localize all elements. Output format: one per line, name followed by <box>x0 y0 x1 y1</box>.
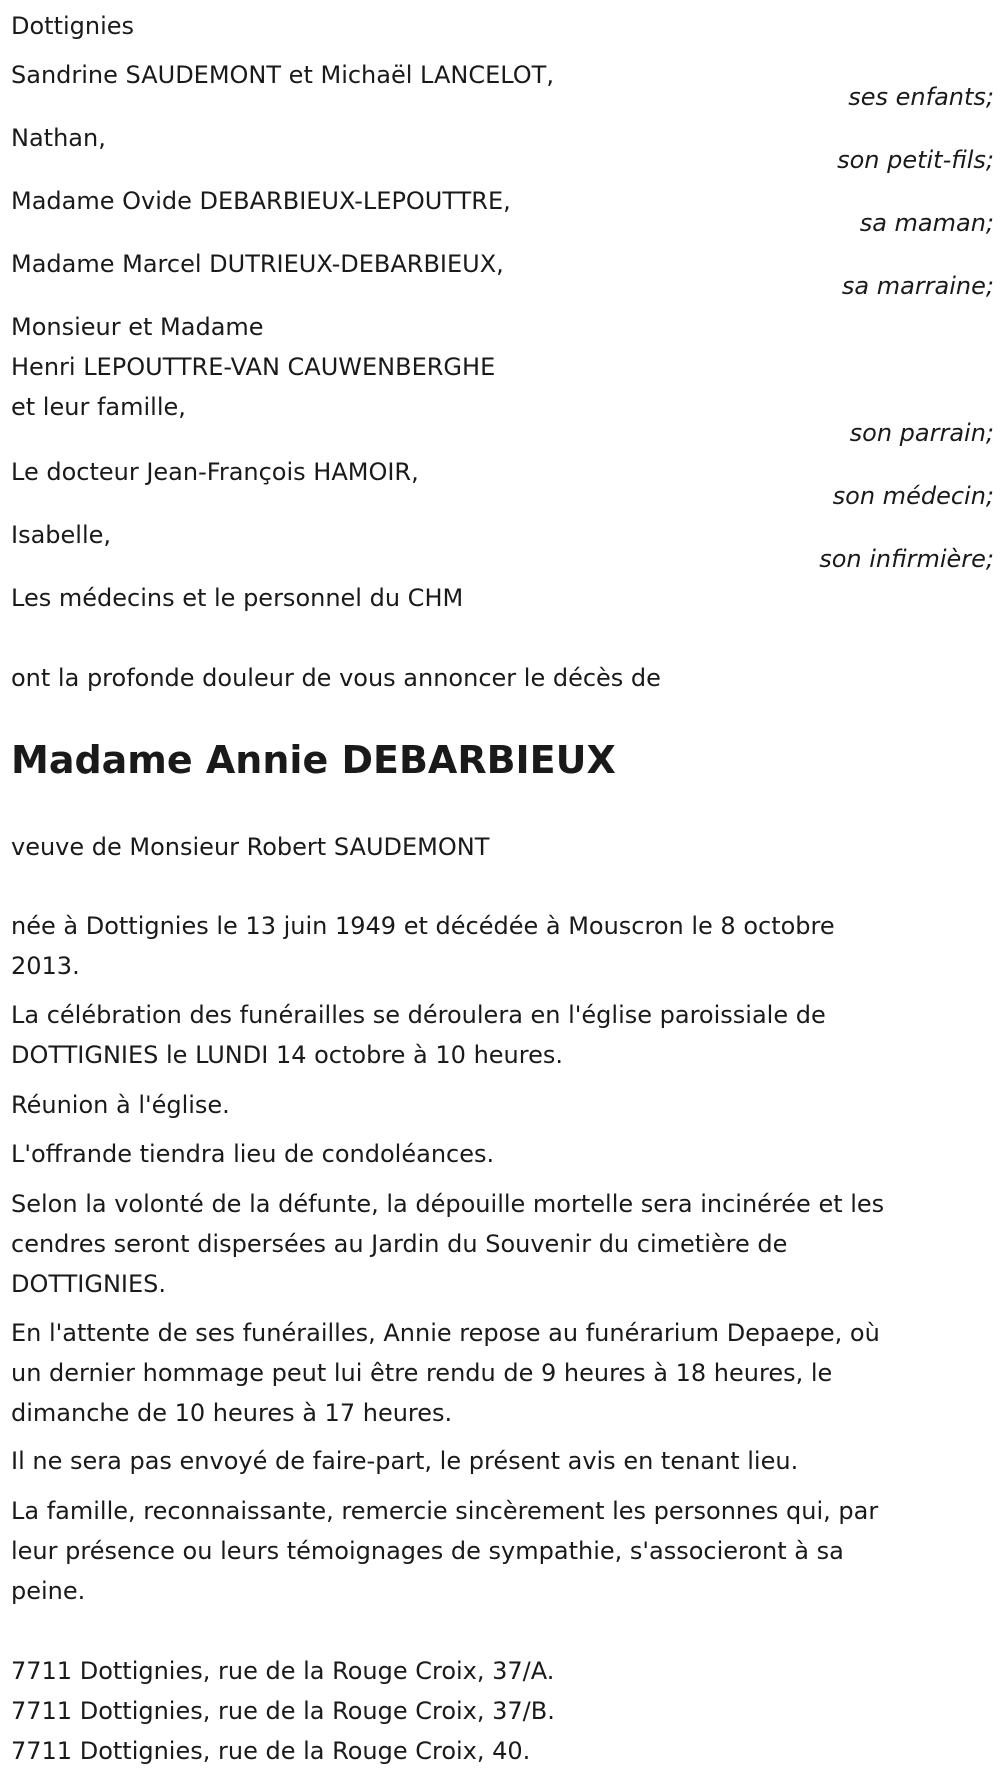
announcement-text: ont la profonde douleur de vous annoncer le décès de <box>11 664 661 692</box>
family-member-name-line: Monsieur et Madame <box>11 313 264 341</box>
address-line: 7711 Dottignies, rue de la Rouge Croix, 37/A. <box>11 1657 555 1685</box>
cremation-paragraph: Selon la volonté de la défunte, la dépouille mortelle sera incinérée et les cendres seront dispersées au Jardin du Souvenir du cimetière de DOTTIGNIES. <box>11 1190 885 1298</box>
family-member-name: Nathan, <box>11 124 106 152</box>
family-member-role: son parrain; <box>849 419 994 447</box>
family-member-role: sa maman; <box>859 209 994 237</box>
family-member-role: son petit-fils; <box>837 146 994 174</box>
address-line: 7711 Dottignies, rue de la Rouge Croix, 37/B. <box>11 1697 555 1725</box>
family-member-name: Le docteur Jean-François HAMOIR, <box>11 458 419 486</box>
offering-paragraph: L'offrande tiendra lieu de condoléances. <box>11 1140 495 1168</box>
meeting-paragraph: Réunion à l'église. <box>11 1091 230 1119</box>
family-member-role: son infirmière; <box>819 545 994 573</box>
family-member-role: ses enfants; <box>848 83 994 111</box>
family-member-name: Les médecins et le personnel du CHM <box>11 584 464 612</box>
funerarium-paragraph: En l'attente de ses funérailles, Annie repose au funérarium Depaepe, où un dernier hommage peut lui être rendu de 9 heures à 18 heures, le dimanche de 10 heures à 17 heures. <box>11 1319 880 1427</box>
family-member-role: sa marraine; <box>841 272 994 300</box>
locality-heading: Dottignies <box>11 12 135 40</box>
family-member-name: Madame Marcel DUTRIEUX-DEBARBIEUX, <box>11 250 504 278</box>
funeral-paragraph: La célébration des funérailles se déroulera en l'église paroissiale de DOTTIGNIES le LUNDI 14 octobre à 10 heures. <box>11 1001 826 1069</box>
birth-death-paragraph: née à Dottignies le 13 juin 1949 et décédée à Mouscron le 8 octobre 2013. <box>11 912 835 980</box>
thanks-paragraph: La famille, reconnaissante, remercie sincèrement les personnes qui, par leur présence ou leurs témoignages de sympathie, s'associeront à sa peine. <box>11 1497 879 1605</box>
family-member-role: son médecin; <box>832 482 994 510</box>
notice-paragraph: Il ne sera pas envoyé de faire-part, le présent avis en tenant lieu. <box>11 1447 799 1475</box>
spouse-text: veuve de Monsieur Robert SAUDEMONT <box>11 833 490 861</box>
family-member-name: Madame Ovide DEBARBIEUX-LEPOUTTRE, <box>11 187 511 215</box>
family-member-name-line: et leur famille, <box>11 393 186 421</box>
family-member-name: Isabelle, <box>11 521 112 549</box>
family-member-name: Sandrine SAUDEMONT et Michaël LANCELOT, <box>11 61 554 89</box>
address-line: 7711 Dottignies, rue de la Rouge Croix, 40. <box>11 1737 531 1765</box>
family-member-name-line: Henri LEPOUTTRE-VAN CAUWENBERGHE <box>11 353 496 381</box>
deceased-name: Madame Annie DEBARBIEUX <box>11 738 616 782</box>
